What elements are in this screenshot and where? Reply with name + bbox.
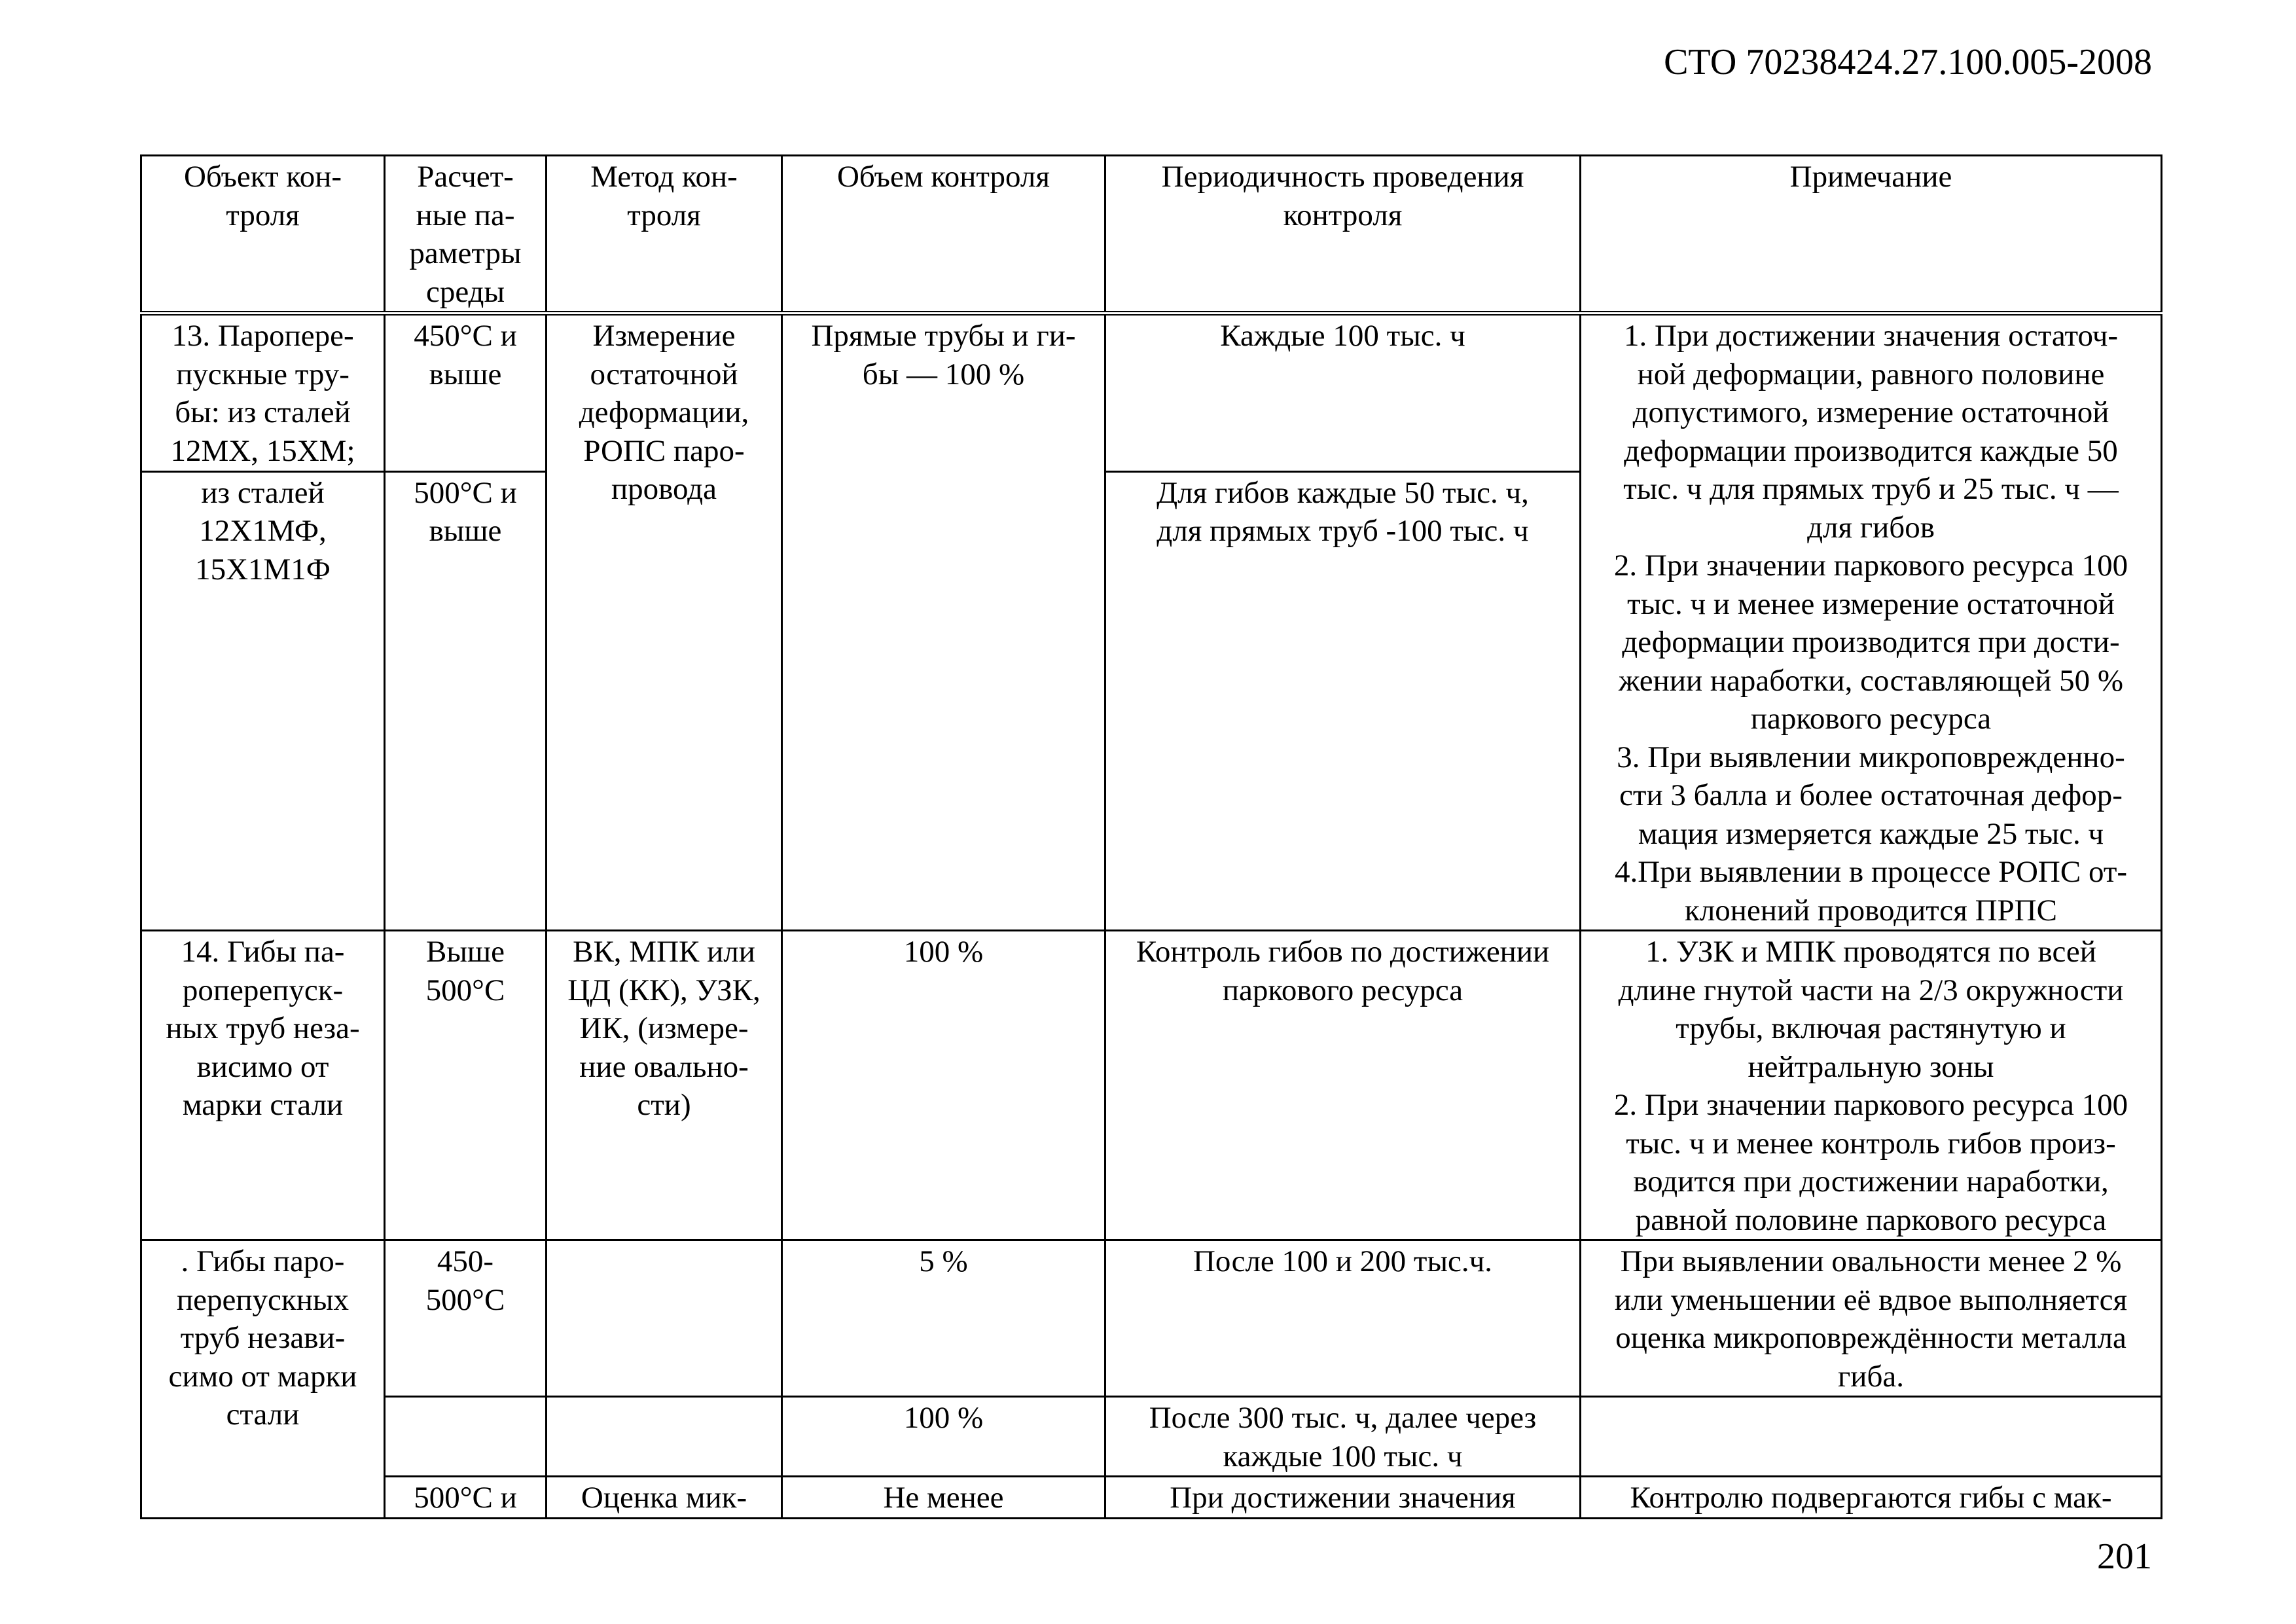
cell-params: 500°С и — [385, 1477, 547, 1519]
cell-volume: 5 % — [782, 1240, 1105, 1397]
cell-method: Оценка мик- — [547, 1477, 782, 1519]
cell-period: После 300 тыс. ч, далее через каждые 100 тыс. ч — [1105, 1397, 1581, 1477]
cell-note: 1. УЗК и МПК проводятся по всей длине гнутой части на 2/3 окружности трубы, включая растянутую и нейтральную зоны 2. При значении паркового ресурса 100 тыс. ч и менее контроль гибов произ- водится при достижении наработки, равной половине паркового ресурса — [1581, 931, 2162, 1240]
cell-note — [1581, 1397, 2162, 1477]
table-row-13a — [141, 314, 2162, 472]
control-table — [140, 154, 2162, 1519]
column-header-params: Расчет- ные па- раметры среды — [385, 156, 547, 314]
cell-volume: 100 % — [782, 931, 1105, 1240]
cell-method: ВК, МПК или ЦД (КК), УЗК, ИК, (измере- ние овально- сти) — [547, 931, 782, 1240]
document-code: СТО 70238424.27.100.005-2008 — [1664, 42, 2152, 82]
cell-period: Контроль гибов по достижении паркового ресурса — [1105, 931, 1581, 1240]
cell-params: 450°С и выше — [385, 314, 547, 472]
column-header-note: Примечание — [1581, 156, 2162, 314]
column-header-method: Метод кон- троля — [547, 156, 782, 314]
table-row-14 — [141, 931, 2162, 1240]
cell-note: При выявлении овальности менее 2 % или уменьшении её вдвое выполняется оценка микроповреждённости металла гиба. — [1581, 1240, 2162, 1397]
cell-period: Для гибов каждые 50 тыс. ч, для прямых труб -100 тыс. ч — [1105, 471, 1581, 930]
cell-volume: Прямые трубы и ги- бы — 100 % — [782, 314, 1105, 931]
cell-object: 13. Паропере- пускные тру- бы: из сталей 12МХ, 15ХМ; — [141, 314, 385, 472]
cell-period: После 100 и 200 тыс.ч. — [1105, 1240, 1581, 1397]
header-row — [141, 156, 2162, 314]
column-header-volume: Объем контроля — [782, 156, 1105, 314]
cell-volume: Не менее — [782, 1477, 1105, 1519]
cell-note: Контролю подвергаются гибы с мак- — [1581, 1477, 2162, 1519]
cell-period: Каждые 100 тыс. ч — [1105, 314, 1581, 472]
cell-note: 1. При достижении значения остаточ- ной деформации, равного половине допустимого, измерение остаточной деформации производится каждые 50 тыс. ч для прямых труб и 25 тыс. ч — для гибов 2. При значении паркового ресурса 100 тыс. ч и менее измерение остаточной деформации производится при дости- жении наработки, составляющей 50 % паркового ресурса 3. При выявлении микроповрежденно- сти 3 балла и более остаточная дефор- мация измеряется каждые 25 тыс. ч 4.При выявлении в процессе РОПС от- клонений проводится ПРПС — [1581, 314, 2162, 931]
cell-params: Выше 500°С — [385, 931, 547, 1240]
page-number: 201 — [2097, 1536, 2152, 1577]
cell-volume: 100 % — [782, 1397, 1105, 1477]
cell-method — [547, 1240, 782, 1397]
table-row-15c — [141, 1477, 2162, 1519]
table-row-15a — [141, 1240, 2162, 1397]
column-header-period: Периодичность проведения контроля — [1105, 156, 1581, 314]
cell-method: Измерение остаточной деформации, РОПС паро- провода — [547, 314, 782, 931]
cell-object: 14. Гибы па- роперепуск- ных труб неза- висимо от марки стали — [141, 931, 385, 1240]
cell-params: 450- 500°С — [385, 1240, 547, 1397]
table-header — [141, 156, 2162, 314]
table-row-15b — [141, 1397, 2162, 1477]
cell-params: 500°С и выше — [385, 471, 547, 930]
column-header-object: Объект кон- троля — [141, 156, 385, 314]
cell-method — [547, 1397, 782, 1477]
cell-period: При достижении значения — [1105, 1477, 1581, 1519]
cell-object: . Гибы паро- перепускных труб незави- симо от марки стали — [141, 1240, 385, 1519]
cell-object: из сталей 12Х1МФ, 15Х1М1Ф — [141, 471, 385, 930]
cell-params — [385, 1397, 547, 1477]
